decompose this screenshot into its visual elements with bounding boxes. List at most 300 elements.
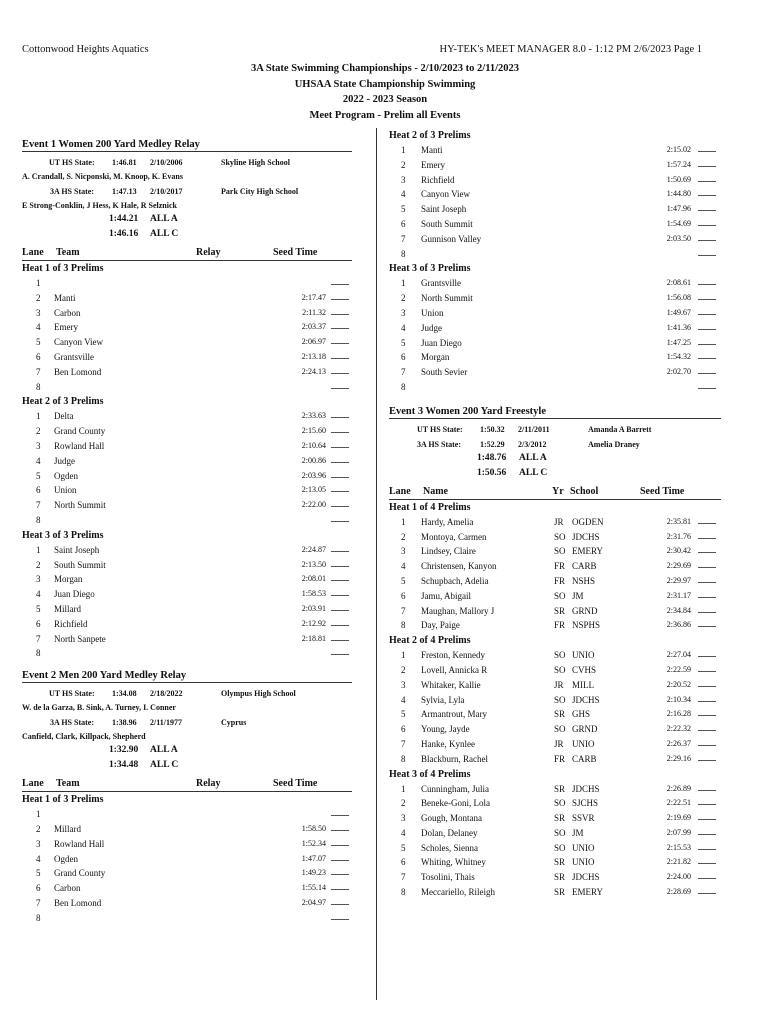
entry-row (389, 321, 721, 336)
entry-row (22, 807, 352, 822)
lane-header: Lane (22, 778, 44, 790)
lane-number: 5 (401, 575, 406, 586)
standard-time: 1:50.56 (477, 467, 507, 478)
entry-row (389, 885, 721, 900)
swimmer-year: FR (554, 753, 566, 764)
lane-number: 2 (401, 531, 406, 542)
final-time-blank[interactable] (698, 314, 716, 315)
final-time-blank[interactable] (698, 819, 716, 820)
swimmer-school: GRND (572, 724, 598, 735)
final-time-blank[interactable] (331, 566, 349, 567)
record-row (22, 184, 352, 199)
final-time-blank[interactable] (698, 790, 716, 791)
swimmer-school: GRND (572, 605, 598, 616)
entry-row (389, 663, 721, 678)
lane-number: 7 (401, 738, 406, 749)
seed-time: 2:34.84 (666, 605, 691, 615)
final-time-blank[interactable] (331, 477, 349, 478)
seed-time: 2:22.32 (666, 724, 691, 734)
final-time-blank[interactable] (698, 834, 716, 835)
standard-row (22, 228, 352, 243)
team-name: Judge (54, 455, 75, 466)
lane-number: 4 (36, 455, 41, 466)
lane-number: 2 (36, 292, 41, 303)
entry-row (22, 852, 352, 867)
record-time: 1:46.81 (112, 158, 137, 167)
swimmer-school: NSHS (572, 575, 596, 586)
standard-label: ALL C (150, 760, 179, 771)
entry-row (389, 811, 721, 826)
swimmer-year: SO (554, 842, 566, 853)
lane-number: 5 (401, 204, 406, 215)
seed-time: 2:16.28 (666, 709, 691, 719)
seed-time: 1:47.07 (301, 853, 326, 863)
seed-time: 2:29.69 (666, 561, 691, 571)
final-time-blank[interactable] (698, 255, 716, 256)
lane-number: 4 (401, 827, 406, 838)
standard-label: ALL A (150, 214, 178, 224)
team-name: Ben Lomond (54, 897, 102, 908)
entry-row (22, 454, 352, 469)
entry-row (22, 602, 352, 617)
entry-row (389, 276, 721, 291)
event-title: Event 3 Women 200 Yard Freestyle (389, 405, 721, 419)
final-time-blank[interactable] (698, 612, 716, 613)
final-time-blank[interactable] (698, 597, 716, 598)
final-time-blank[interactable] (331, 904, 349, 905)
final-time-blank[interactable] (331, 432, 349, 433)
software-info: HY-TEK's MEET MANAGER 8.0 - 1:12 PM 2/6/2023 Page 1 (439, 44, 702, 55)
relay-header: Relay (196, 778, 221, 790)
seed-time-header: Seed Time (273, 247, 318, 258)
record-label: UT HS State: (49, 689, 95, 699)
seed-time: 2:28.69 (666, 887, 691, 897)
final-time-blank[interactable] (331, 491, 349, 492)
entry-row (22, 617, 352, 632)
final-time-blank[interactable] (698, 166, 716, 167)
final-time-blank[interactable] (331, 815, 349, 816)
final-time-blank[interactable] (698, 225, 716, 226)
final-time-blank[interactable] (698, 701, 716, 702)
record-row (22, 715, 352, 730)
swimmer-school: UNIO (572, 650, 595, 661)
right-column (389, 128, 721, 900)
record-row (389, 437, 721, 452)
final-time-blank[interactable] (698, 151, 716, 152)
final-time-blank[interactable] (331, 580, 349, 581)
swimmer-school: EMERY (572, 887, 604, 898)
entry-row (389, 232, 721, 247)
lane-number: 6 (401, 590, 406, 601)
swimmer-year: JR (554, 738, 564, 749)
final-time-blank[interactable] (698, 730, 716, 731)
entry-row (22, 837, 352, 852)
swimmer-year: SR (554, 605, 566, 616)
lane-number: 7 (36, 500, 41, 511)
swimmer-name: Armantrout, Mary (421, 709, 487, 720)
swimmer-school: UNIO (572, 842, 595, 853)
team-name: Judge (421, 322, 442, 333)
team-name: Emery (54, 322, 78, 333)
swimmer-year: SO (554, 694, 566, 705)
record-date: 2/11/1977 (150, 718, 183, 728)
heat-title: Heat 2 of 3 Prelims (22, 396, 104, 408)
lane-number: 3 (401, 546, 406, 557)
final-time-blank[interactable] (698, 329, 716, 330)
final-time-blank[interactable] (331, 388, 349, 389)
standard-row (22, 744, 352, 759)
lane-number: 8 (36, 514, 41, 525)
record-row (389, 422, 721, 437)
entry-row (22, 572, 352, 587)
final-time-blank[interactable] (331, 845, 349, 846)
seed-time: 2:13.18 (301, 351, 326, 361)
lane-number: 8 (401, 887, 406, 898)
seed-time: 2:22.59 (666, 664, 691, 674)
record-date: 2/18/2022 (150, 689, 183, 699)
final-time-blank[interactable] (331, 343, 349, 344)
heat-title: Heat 1 of 4 Prelims (389, 501, 471, 513)
final-time-blank[interactable] (698, 523, 716, 524)
final-time-blank[interactable] (698, 538, 716, 539)
seed-time-header: Seed Time (273, 778, 318, 790)
entry-row (389, 826, 721, 841)
final-time-blank[interactable] (331, 889, 349, 890)
swimmer-name: Beneke-Goni, Lola (421, 798, 490, 809)
standard-label: ALL C (150, 229, 179, 239)
swimmer-school: CVHS (572, 664, 597, 675)
seed-time: 2:27.04 (666, 650, 691, 660)
lane-number: 6 (401, 352, 406, 363)
swimmer-school: JM (572, 590, 584, 601)
lane-number: 2 (401, 293, 406, 304)
seed-time: 2:17.47 (301, 292, 326, 302)
seed-time: 2:26.37 (666, 738, 691, 748)
final-time-blank[interactable] (698, 849, 716, 850)
swimmer-name: Hanke, Kynlee (421, 738, 475, 749)
lane-number: 6 (401, 218, 406, 229)
entry-row (389, 530, 721, 545)
seed-time: 1:49.67 (666, 307, 691, 317)
name-header: Name (423, 485, 448, 497)
seed-time: 1:47.25 (666, 337, 691, 347)
lane-number: 6 (401, 724, 406, 735)
lane-number: 3 (401, 307, 406, 318)
seed-time: 2:07.99 (666, 827, 691, 837)
final-time-blank[interactable] (698, 804, 716, 805)
record-date: 2/10/2006 (150, 158, 183, 167)
swimmer-year: FR (554, 620, 566, 631)
swimmer-name: Day, Paige (421, 620, 460, 631)
final-time-blank[interactable] (698, 582, 716, 583)
seed-time: 2:11.32 (302, 307, 326, 317)
lane-number: 5 (36, 337, 41, 348)
swimmer-school: SSVR (572, 813, 595, 824)
entry-row (22, 291, 352, 306)
final-time-blank[interactable] (698, 656, 716, 657)
swimmer-name: Young, Jayde (421, 724, 470, 735)
entry-row (22, 587, 352, 602)
lane-header: Lane (22, 247, 44, 258)
record-date: 2/10/2017 (150, 187, 183, 196)
final-time-blank[interactable] (698, 181, 716, 182)
record-swimmers: E Strong-Conklin, J Hess, K Hale, R Selznick (22, 201, 177, 210)
entry-row (389, 589, 721, 604)
seed-time-header: Seed Time (640, 485, 685, 497)
final-time-blank[interactable] (698, 344, 716, 345)
final-time-blank[interactable] (331, 417, 349, 418)
seed-time: 2:24.00 (666, 872, 691, 882)
entry-row (22, 632, 352, 647)
lane-number: 3 (401, 813, 406, 824)
swimmer-year: SO (554, 546, 566, 557)
swimmer-name: Blackburn, Rachel (421, 753, 488, 764)
record-holder: Amanda A Barrett (588, 424, 652, 434)
team-name: Canyon View (54, 337, 104, 348)
seed-time: 1:50.69 (666, 174, 691, 184)
heat-title: Heat 1 of 3 Prelims (22, 794, 104, 806)
final-time-blank[interactable] (331, 595, 349, 596)
lane-number: 2 (36, 559, 41, 570)
standard-time: 1:48.76 (477, 452, 507, 463)
entry-row (389, 158, 721, 173)
seed-time: 2:35.81 (666, 516, 691, 526)
program-title: Meet Program - Prelim all Events (309, 109, 461, 121)
entry-row (22, 543, 352, 558)
final-time-blank[interactable] (331, 551, 349, 552)
record-label: UT HS State: (49, 158, 95, 167)
final-time-blank[interactable] (331, 610, 349, 611)
swimmer-school: GHS (572, 709, 591, 720)
swimmer-school: OGDEN (572, 516, 604, 527)
seed-time: 2:20.52 (666, 679, 691, 689)
swimmer-year: SO (554, 827, 566, 838)
lane-number: 1 (36, 544, 41, 555)
swimmer-name: Whiting, Whitney (421, 857, 486, 868)
final-time-blank[interactable] (698, 878, 716, 879)
entry-row (22, 335, 352, 350)
final-time-blank[interactable] (698, 686, 716, 687)
lane-number: 3 (36, 838, 41, 849)
team-name: Morgan (54, 574, 83, 585)
final-time-blank[interactable] (698, 745, 716, 746)
swimmer-school: UNIO (572, 857, 595, 868)
final-time-blank[interactable] (331, 874, 349, 875)
final-time-blank[interactable] (331, 830, 349, 831)
team-header: Team (56, 778, 80, 790)
seed-time: 2:26.89 (666, 783, 691, 793)
lane-number: 2 (401, 798, 406, 809)
lane-number: 8 (401, 248, 406, 259)
lane-number: 5 (36, 868, 41, 879)
entry-row (389, 618, 721, 633)
final-time-blank[interactable] (698, 552, 716, 553)
lane-number: 4 (36, 853, 41, 864)
record-swimmers: A. Crandall, S. Nicponski, M. Knoop, K. Evans (22, 172, 183, 181)
swimmer-year: SO (554, 531, 566, 542)
swimmer-year: JR (554, 679, 564, 690)
final-time-blank[interactable] (698, 893, 716, 894)
swimmer-school: SJCHS (572, 798, 599, 809)
final-time-blank[interactable] (331, 299, 349, 300)
record-label: 3A HS State: (50, 718, 94, 728)
final-time-blank[interactable] (698, 715, 716, 716)
seed-time: 2:12.92 (301, 618, 326, 628)
standard-row (22, 759, 352, 774)
seed-time: 2:29.16 (666, 753, 691, 763)
team-name: Union (54, 485, 77, 496)
final-time-blank[interactable] (331, 521, 349, 522)
final-time-blank[interactable] (698, 863, 716, 864)
lane-number: 1 (36, 809, 41, 820)
seed-time: 2:22.00 (301, 500, 326, 510)
final-time-blank[interactable] (698, 210, 716, 211)
team-name: Juan Diego (54, 589, 95, 600)
lane-number: 1 (401, 783, 406, 794)
entry-row (389, 247, 721, 262)
final-time-blank[interactable] (331, 314, 349, 315)
lane-number: 5 (36, 470, 41, 481)
swimmer-name: Cunningham, Julia (421, 783, 489, 794)
swimmer-school: NSPHS (572, 620, 601, 631)
organization-name: Cottonwood Heights Aquatics (22, 44, 149, 55)
left-column (22, 128, 352, 926)
seed-time: 2:08.61 (666, 278, 691, 288)
lane-number: 5 (401, 842, 406, 853)
final-time-blank[interactable] (331, 373, 349, 374)
lane-number: 4 (36, 589, 41, 600)
lane-number: 2 (36, 426, 41, 437)
lane-number: 6 (36, 618, 41, 629)
team-name: Juan Diego (421, 337, 462, 348)
final-time-blank[interactable] (331, 625, 349, 626)
seed-time: 1:41.36 (666, 322, 691, 332)
final-time-blank[interactable] (331, 358, 349, 359)
team-name: South Summit (421, 218, 473, 229)
swimmer-school: JDCHS (572, 694, 600, 705)
final-time-blank[interactable] (331, 919, 349, 920)
swimmer-name: Christensen, Kanyon (421, 561, 497, 572)
final-time-blank[interactable] (331, 640, 349, 641)
entry-row (22, 911, 352, 926)
final-time-blank[interactable] (331, 447, 349, 448)
swimmer-name: Dolan, Delaney (421, 827, 478, 838)
final-time-blank[interactable] (698, 567, 716, 568)
final-time-blank[interactable] (331, 860, 349, 861)
swimmer-year: SO (554, 650, 566, 661)
final-time-blank[interactable] (331, 328, 349, 329)
column-headers (22, 777, 352, 792)
lane-number: 1 (401, 278, 406, 289)
seed-time: 2:15.02 (666, 145, 691, 154)
swimmer-name: Maughan, Mallory J (421, 605, 495, 616)
final-time-blank[interactable] (698, 373, 716, 374)
final-time-blank[interactable] (698, 388, 716, 389)
swimmer-name: Scholes, Sienna (421, 842, 478, 853)
final-time-blank[interactable] (331, 654, 349, 655)
swimmer-year: SR (554, 709, 566, 720)
meet-title: 3A State Swimming Championships - 2/10/2023 to 2/11/2023 (250, 63, 520, 74)
final-time-blank[interactable] (698, 671, 716, 672)
team-name: Grand County (54, 426, 106, 437)
final-time-blank[interactable] (698, 358, 716, 359)
final-time-blank[interactable] (331, 462, 349, 463)
team-name: Millard (54, 603, 81, 614)
lane-number: 4 (401, 322, 406, 333)
column-headers (389, 485, 721, 500)
team-name: Delta (54, 411, 74, 422)
entry-row (389, 574, 721, 589)
seed-time: 2:31.17 (666, 590, 691, 600)
swimmer-school: JDCHS (572, 531, 600, 542)
event-title: Event 2 Men 200 Yard Medley Relay (22, 669, 352, 683)
seed-time: 1:56.08 (666, 293, 691, 303)
entry-row (22, 365, 352, 380)
entry-row (389, 217, 721, 232)
final-time-blank[interactable] (698, 626, 716, 627)
lane-number: 3 (36, 307, 41, 318)
final-time-blank[interactable] (698, 760, 716, 761)
seed-time: 1:47.96 (666, 204, 691, 214)
entry-row (22, 646, 352, 661)
final-time-blank[interactable] (331, 506, 349, 507)
record-holder: Cyprus (221, 718, 247, 728)
final-time-blank[interactable] (698, 284, 716, 285)
final-time-blank[interactable] (331, 284, 349, 285)
lane-number: 1 (401, 516, 406, 527)
lane-number: 1 (36, 411, 41, 422)
swimmer-year: SR (554, 872, 566, 883)
seed-time: 2:24.13 (301, 366, 326, 376)
entry-row (22, 350, 352, 365)
seed-time: 2:33.63 (301, 411, 326, 421)
team-name: Ogden (54, 853, 78, 864)
lane-number: 7 (401, 605, 406, 616)
team-name: Rowland Hall (54, 838, 105, 849)
entry-row (22, 866, 352, 881)
entry-row (22, 409, 352, 424)
record-label: UT HS State: (417, 424, 463, 434)
swimmer-name: Lovell, Annicka R (421, 664, 488, 675)
heat-title: Heat 3 of 3 Prelims (22, 529, 104, 541)
entry-row (22, 558, 352, 573)
entry-row (389, 336, 721, 351)
standard-time: 1:32.90 (109, 745, 139, 756)
entry-row (22, 320, 352, 335)
lane-number: 1 (36, 278, 41, 288)
swimmer-year: SR (554, 857, 566, 868)
team-name: Grantsville (421, 278, 461, 289)
final-time-blank[interactable] (698, 240, 716, 241)
final-time-blank[interactable] (698, 195, 716, 196)
school-header: School (570, 485, 599, 497)
swimmer-year: FR (554, 575, 566, 586)
lane-number: 2 (36, 823, 41, 834)
swimmer-name: Sylvia, Lyla (421, 694, 465, 705)
seed-time: 2:03.91 (301, 603, 326, 613)
seed-time: 2:19.69 (666, 813, 691, 823)
standard-row (389, 467, 721, 482)
swimmer-year: JR (554, 516, 564, 527)
relay-header: Relay (196, 247, 221, 258)
lane-number: 6 (36, 485, 41, 496)
seed-time: 1:54.69 (666, 218, 691, 228)
seed-time: 2:31.76 (666, 531, 691, 541)
entry-row (389, 648, 721, 663)
lane-header: Lane (389, 485, 411, 497)
seed-time: 2:18.81 (301, 633, 326, 643)
final-time-blank[interactable] (698, 299, 716, 300)
